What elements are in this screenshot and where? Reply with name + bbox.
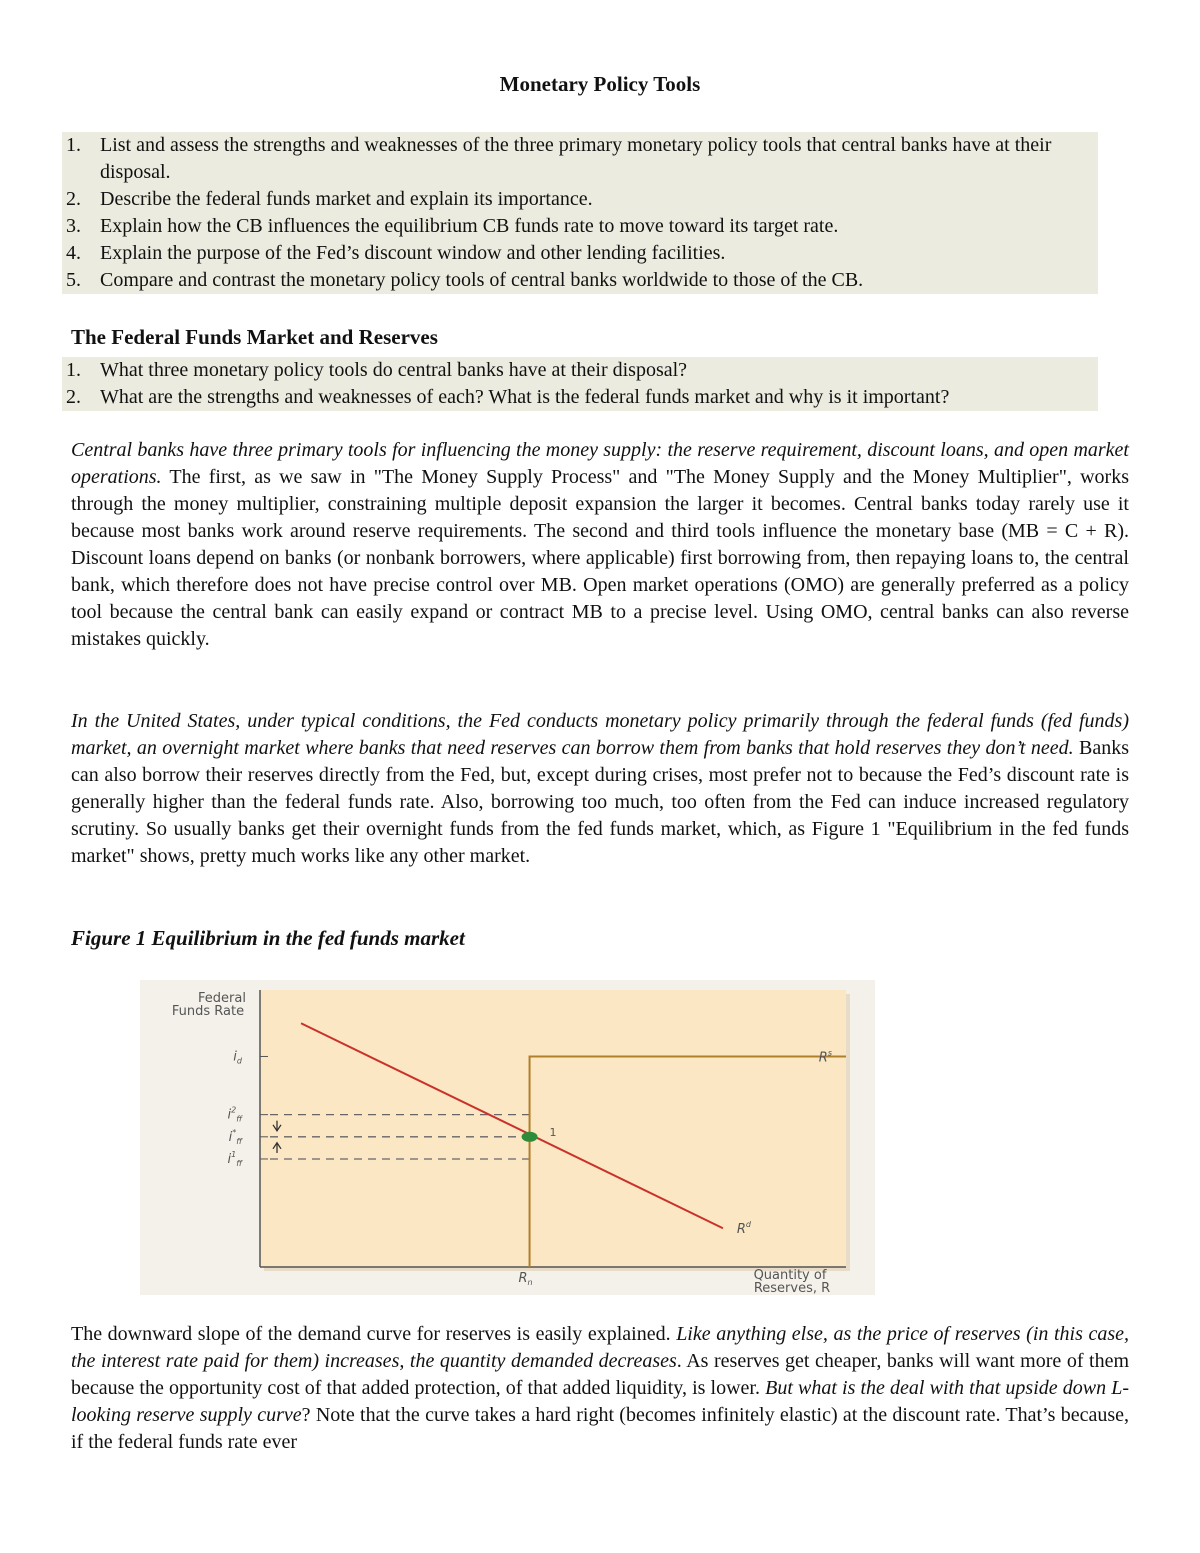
questions-list	[62, 357, 1098, 411]
list-item	[62, 240, 1098, 267]
x-axis-label-line1: Quantity of	[753, 1268, 827, 1283]
list-item	[62, 267, 1098, 294]
list-number: 4.	[66, 242, 81, 264]
y-tick-label: $i^1_{ff}$	[227, 1149, 242, 1168]
paragraph-italic-text: But what is the deal with that upside down L-looking reserve supply curve	[71, 1377, 1129, 1426]
chart-svg	[140, 980, 875, 1295]
list-text: Explain the purpose of the Fed’s discount window and other lending facilities.	[100, 242, 726, 264]
paragraph-fed-funds	[71, 708, 1129, 870]
y-axis-label-line1: Federal	[198, 991, 246, 1006]
x-axis-label-line2: Reserves, R	[753, 1281, 831, 1295]
page-title: Monetary Policy Tools	[499, 72, 701, 96]
list-item	[62, 357, 1098, 384]
paragraph-text: Banks can also borrow their reserves directly from the Fed, but, except during crises, most prefer not to because the Fed’s discount rate is generally higher than the federal funds rate. Also, borrowing too much, too often from the Fed can induce increased regulatory scrutiny. So usually banks get their overnight funds from the fed funds market, which, as Figure 1 "Equilibrium in the fed funds market" shows, pretty much works like any other market.	[71, 737, 1129, 867]
list-number: 1.	[66, 359, 81, 381]
list-number: 2.	[66, 386, 81, 408]
paragraph-text: The downward slope of the demand curve for reserves is easily explained.	[71, 1323, 677, 1345]
list-text: What three monetary policy tools do central banks have at their disposal?	[100, 359, 688, 381]
paragraph-text: The first, as we saw in "The Money Supply Process" and "The Money Supply and the Money Multiplier", works through the money multiplier, constraining multiple deposit expansion the larger it becomes. Central banks today rarely use it because most banks work around reserve requirements. The second and third tools influence the monetary base (MB = C + R). Discount loans depend on banks (or nonbank borrowers, where applicable) first borrowing from, then repaying loans to, the central bank, which therefore does not have precise control over MB. Open market operations (OMO) are generally preferred as a policy tool because the central bank can easily expand or contract MB to a precise level. Using OMO, central banks can also reverse mistakes quickly.	[71, 466, 1129, 650]
list-item	[62, 213, 1098, 240]
paragraph-text: . As reserves get cheaper, banks will want more of them because the opportunity cost of that added protection, of that added liquidity, is lower.	[71, 1350, 1130, 1399]
paragraph-text: ? Note that the curve takes a hard right (becomes infinitely elastic) at the discount rate. That’s because, if the federal funds rate ever	[71, 1404, 1129, 1453]
x-tick-label: $R_n$	[518, 1271, 533, 1287]
paragraph-tools	[71, 437, 1129, 653]
list-text: Describe the federal funds market and explain its importance.	[100, 188, 593, 210]
figure-caption: Figure 1 Equilibrium in the fed funds market	[71, 926, 465, 950]
equilibrium-point	[522, 1132, 538, 1142]
list-number: 3.	[66, 215, 81, 237]
list-item	[62, 186, 1098, 213]
list-text: Explain how the CB influences the equilibrium CB funds rate to move toward its target rate.	[100, 215, 839, 237]
paragraph-italic-text: Central banks have three primary tools for influencing the money supply: the reserve requirement, discount loans, and open market operations.	[71, 439, 1129, 488]
list-text: Compare and contrast the monetary policy tools of central banks worldwide to those of the CB.	[100, 269, 864, 291]
paragraph-italic-text: Like anything else, as the price of reserves (in this case, the interest rate paid for them) increases, the quantity demanded decreases	[71, 1323, 1130, 1372]
supply-curve-label: $R^s$	[818, 1048, 832, 1066]
paragraph-demand-curve	[71, 1321, 1129, 1456]
y-axis-label-line2: Funds Rate	[171, 1004, 245, 1019]
paragraph-italic-text: In the United States, under typical conditions, the Fed conducts monetary policy primarily through the federal funds (fed funds) market, an overnight market where banks that need reserves can borrow them from banks that hold reserves they don’t need.	[71, 710, 1129, 759]
y-tick-label: $i^2_{ff}$	[227, 1105, 242, 1124]
equilibrium-label: 1	[549, 1125, 557, 1139]
learning-objectives-list	[62, 132, 1098, 294]
list-item	[62, 132, 1098, 186]
y-tick-label: $i_d$	[233, 1049, 242, 1066]
demand-curve-label: $R^d$	[736, 1220, 751, 1238]
y-tick-label: $i^*_{ff}$	[228, 1127, 242, 1146]
list-item	[62, 384, 1098, 411]
section-heading: The Federal Funds Market and Reserves	[71, 325, 438, 349]
fed-funds-chart	[140, 980, 875, 1295]
list-number: 2.	[66, 188, 81, 210]
list-text: What are the strengths and weaknesses of each? What is the federal funds market and why is it important?	[100, 386, 950, 408]
list-number: 5.	[66, 269, 81, 291]
list-number: 1.	[66, 134, 81, 156]
list-text: List and assess the strengths and weaknesses of the three primary monetary policy tools that central banks have at their disposal.	[100, 134, 1052, 183]
